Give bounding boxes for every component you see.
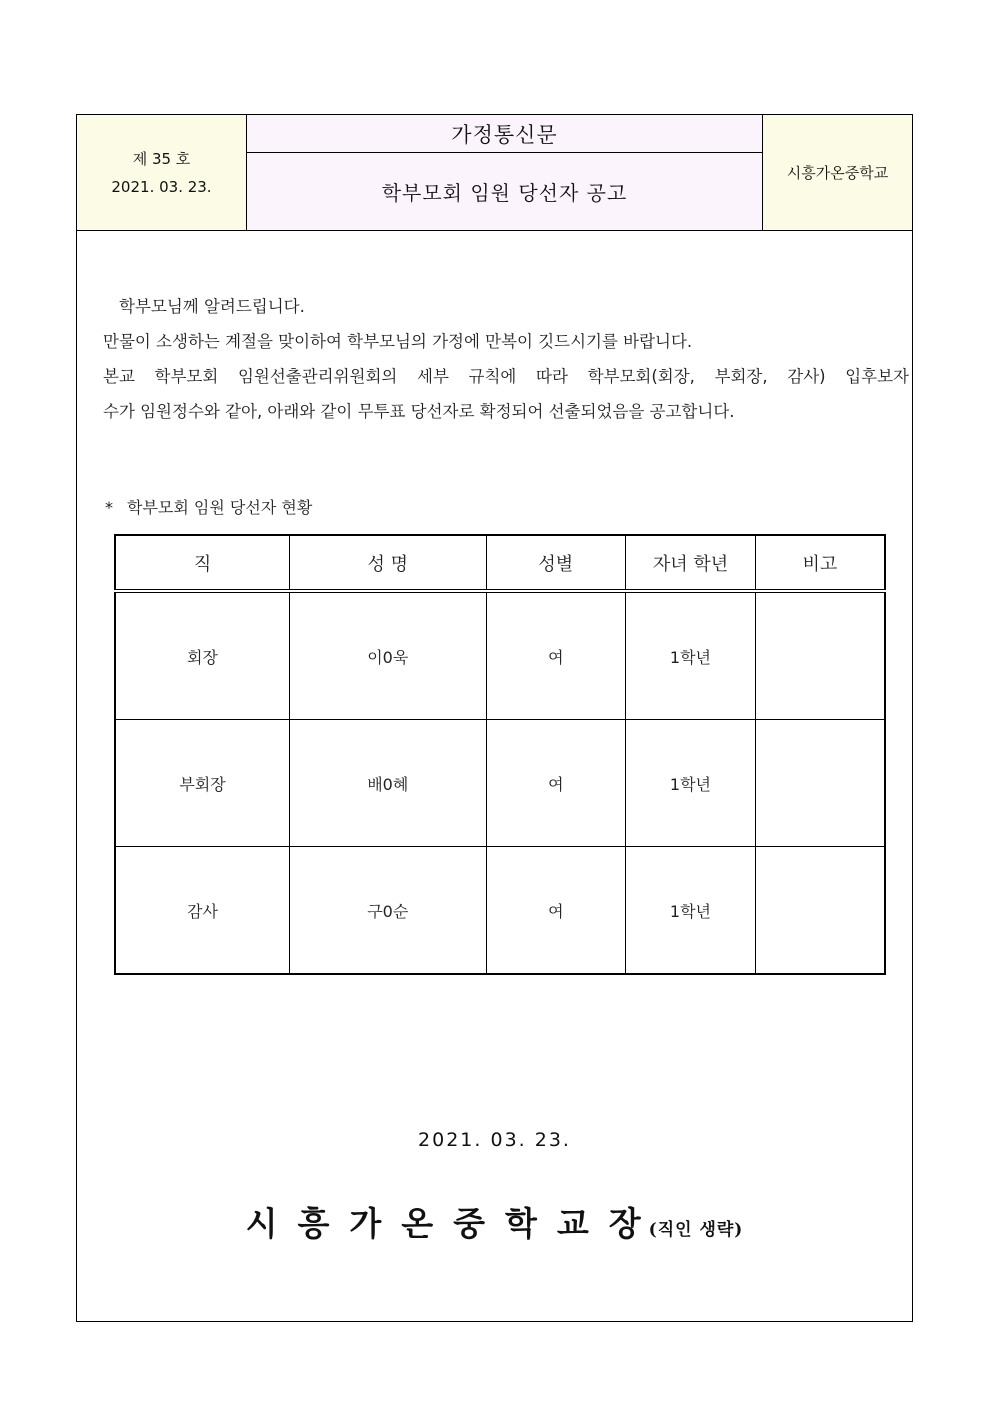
cell-child-grade: 1학년 — [626, 720, 756, 847]
table-row — [115, 720, 885, 847]
cell-remarks — [755, 847, 885, 975]
cell-child-grade: 1학년 — [626, 847, 756, 975]
body-line-3: 수가 임원정수와 같아, 아래와 같이 무투표 당선자로 확정되어 선출되었음을 공고합니다. — [103, 402, 735, 421]
issue-box — [77, 115, 247, 230]
notice-frame — [76, 114, 913, 1322]
cell-remarks — [755, 591, 885, 720]
footer-date: 2021. 03. 23. — [418, 1129, 571, 1151]
cell-name: 배0혜 — [290, 720, 486, 847]
issue-number: 제 35 호 — [132, 149, 191, 168]
body-line-1: 만물이 소생하는 계절을 맞이하여 학부모님의 가정에 만복이 깃드시기를 바랍니다. — [103, 332, 693, 351]
officer-table — [114, 534, 886, 975]
bullet-mark: * — [105, 498, 113, 517]
column-header-remarks: 비고 — [755, 535, 885, 591]
principal-signature — [77, 1198, 912, 1245]
notice-body — [103, 289, 909, 429]
column-header-name: 성 명 — [290, 535, 486, 591]
greeting: 학부모님께 알려드립니다. — [119, 297, 305, 316]
notice-header — [77, 115, 912, 231]
cell-gender: 여 — [486, 720, 626, 847]
table-header-row — [115, 535, 885, 591]
notice-subtitle: 학부모회 임원 당선자 공고 — [381, 180, 628, 205]
school-name: 시흥가온중학교 — [763, 115, 912, 230]
signature-name: 시흥가온중학교장 — [245, 1204, 661, 1243]
cell-name: 구0순 — [290, 847, 486, 975]
cell-gender: 여 — [486, 847, 626, 975]
title-box — [247, 115, 763, 230]
column-header-gender: 성별 — [486, 535, 626, 591]
cell-child-grade: 1학년 — [626, 591, 756, 720]
body-line-2: 본교 학부모회 임원선출관리위원회의 세부 규칙에 따라 학부모회(회장, 부회장, 감사) 입후보자 — [103, 367, 909, 386]
notice-title: 가정통신문 — [247, 115, 762, 153]
column-header-position: 직 — [115, 535, 290, 591]
cell-remarks — [755, 720, 885, 847]
cell-name: 이0욱 — [290, 591, 486, 720]
section-title: 학부모회 임원 당선자 현황 — [127, 498, 313, 517]
table-row — [115, 847, 885, 975]
table-row — [115, 591, 885, 720]
issue-date: 2021. 03. 23. — [111, 177, 212, 196]
cell-position: 부회장 — [115, 720, 290, 847]
signature-note: (직인 생략) — [648, 1220, 744, 1240]
column-header-child-grade: 자녀 학년 — [626, 535, 756, 591]
section-heading — [105, 495, 312, 518]
cell-position: 회장 — [115, 591, 290, 720]
cell-position: 감사 — [115, 847, 290, 975]
cell-gender: 여 — [486, 591, 626, 720]
